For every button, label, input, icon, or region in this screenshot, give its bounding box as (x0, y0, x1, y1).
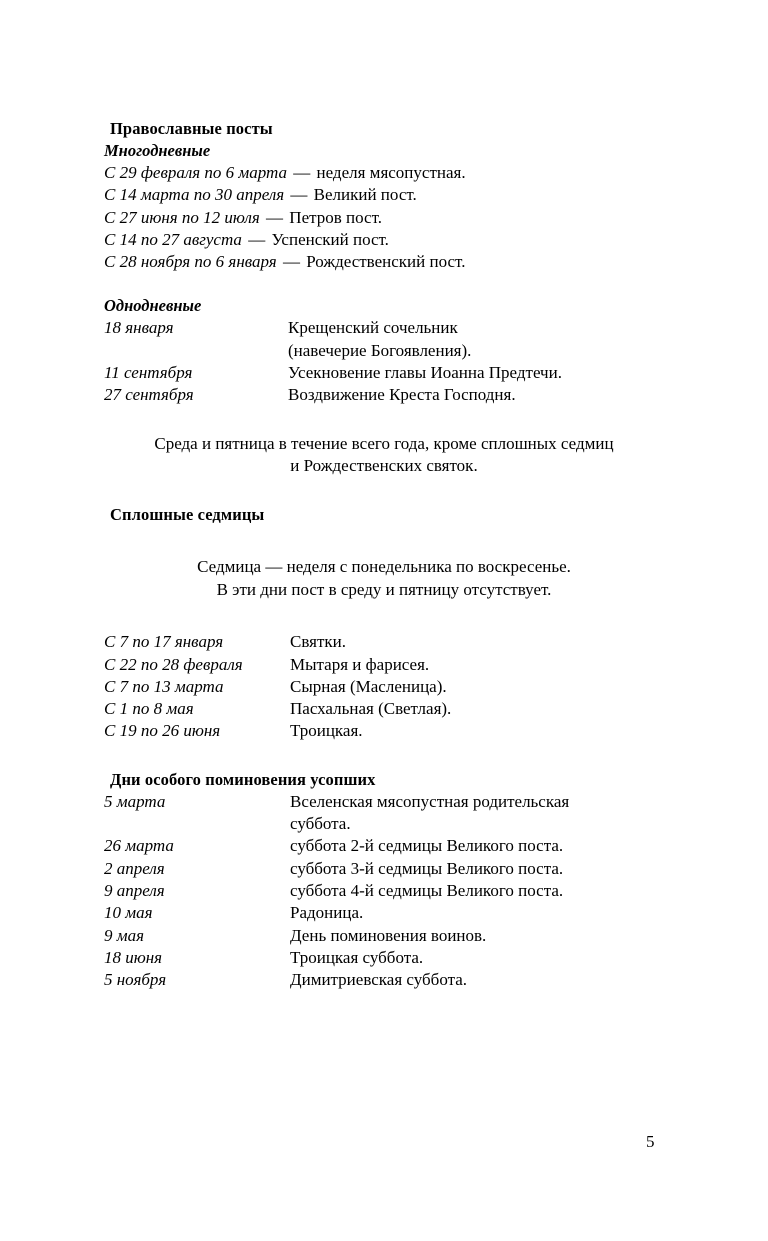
multiday-fast-row (104, 229, 664, 251)
fast-description: Воздвижение Креста Господня. (288, 385, 516, 405)
em-dash: — (293, 163, 311, 182)
fast-description-line2: (навечерие Богоявления). (288, 340, 472, 360)
fast-description: Великий пост. (313, 185, 417, 205)
fast-date: 11 сентября (104, 363, 193, 383)
fast-description: неделя мясопустная. (316, 163, 466, 182)
page-title: Православные посты (110, 119, 273, 138)
multiday-fast-row (104, 251, 664, 273)
page-number: 5 (646, 1132, 655, 1151)
commemoration-row (104, 791, 664, 836)
oneday-fast-row (104, 317, 664, 362)
commemoration-date: 10 мая (104, 903, 153, 923)
spacer (104, 407, 664, 433)
solid-week-description: Троицкая. (290, 721, 363, 741)
commemoration-row (104, 858, 664, 880)
oneday-fast-row (104, 384, 664, 406)
solid-week-row (104, 654, 664, 676)
solid-week-date: С 19 по 26 июня (104, 721, 221, 741)
commemoration-description: Троицкая суббота. (290, 947, 424, 967)
spacer (104, 526, 664, 556)
em-dash: — (248, 229, 266, 249)
section-heading-commemoration: Дни особого поминовения усопших (110, 769, 376, 789)
em-dash: — (266, 207, 284, 227)
fast-date: С 28 ноября по 6 января (104, 252, 277, 272)
fast-date: С 14 марта по 30 апреля (104, 185, 285, 205)
fast-date: 27 сентября (104, 385, 194, 405)
fast-date: С 29 февраля по 6 марта (104, 163, 288, 182)
solid-week-row (104, 676, 664, 698)
fast-description-line1: Крещенский сочельник (288, 318, 458, 338)
fast-description: Усекновение главы Иоанна Предтечи. (288, 363, 562, 383)
weekly-fast-note-line1: Среда и пятница в течение всего года, кроме сплошных седмиц (154, 433, 614, 453)
commemoration-date: 9 мая (104, 925, 145, 945)
weekly-fast-note-line2: и Рождественских святок. (290, 456, 478, 476)
fast-description: Рождественский пост. (306, 252, 466, 272)
commemoration-date: 5 марта (104, 791, 166, 811)
solid-weeks-explanation-line2: В эти дни пост в среду и пятницу отсутствует. (216, 579, 552, 599)
commemoration-date: 2 апреля (104, 858, 165, 878)
commemoration-description (290, 791, 664, 836)
spacer (104, 273, 664, 295)
fast-date: С 14 по 27 августа (104, 229, 242, 249)
fast-description: Успенский пост. (271, 229, 389, 249)
section-heading-oneday: Однодневные (104, 296, 202, 316)
commemoration-row (104, 902, 664, 924)
commemoration-row (104, 835, 664, 857)
solid-week-row (104, 698, 664, 720)
commemoration-date: 5 ноября (104, 970, 167, 990)
fast-description: Петров пост. (289, 207, 382, 227)
multiday-fast-row (104, 162, 664, 184)
multiday-fast-row (104, 207, 664, 229)
spacer (104, 743, 664, 769)
solid-weeks-explanation-line1: Седмица — неделя с понедельника по воскресенье. (197, 557, 571, 577)
commemoration-row (104, 969, 664, 991)
fast-description (288, 317, 664, 362)
commemoration-date: 9 апреля (104, 880, 165, 900)
commemoration-description: Радоница. (290, 903, 364, 923)
solid-week-description: Мытаря и фарисея. (290, 654, 430, 674)
section-heading-multiday: Многодневные (104, 141, 211, 160)
commemoration-description: День поминовения воинов. (290, 925, 487, 945)
commemoration-description: суббота 4-й седмицы Великого поста. (290, 880, 564, 900)
commemoration-description: суббота 2-й седмицы Великого поста. (290, 836, 564, 856)
em-dash: — (290, 185, 308, 205)
solid-week-date: С 7 по 13 марта (104, 676, 224, 696)
commemoration-row (104, 880, 664, 902)
spacer (104, 601, 664, 631)
commemoration-date: 26 марта (104, 836, 174, 856)
fast-date: С 27 июня по 12 июля (104, 207, 260, 227)
section-heading-solid-weeks: Сплошные седмицы (110, 505, 265, 525)
solid-week-description: Сырная (Масленица). (290, 676, 447, 696)
weekly-fast-note (104, 433, 664, 479)
solid-week-row (104, 631, 664, 653)
commemoration-description-line1: Вселенская мясопустная родительская (290, 791, 570, 811)
oneday-fast-row (104, 362, 664, 384)
solid-week-description: Пасхальная (Светлая). (290, 699, 452, 719)
spacer (104, 478, 664, 504)
commemoration-row (104, 925, 664, 947)
solid-week-description: Святки. (290, 632, 346, 652)
commemoration-description-line2: суббота. (290, 814, 351, 834)
em-dash: — (282, 252, 300, 272)
commemoration-description: Димитриевская суббота. (290, 970, 468, 990)
multiday-fast-row (104, 184, 664, 206)
fast-date: 18 января (104, 318, 174, 338)
commemoration-description: суббота 3-й седмицы Великого поста. (290, 858, 564, 878)
commemoration-date: 18 июня (104, 947, 163, 967)
solid-week-date: С 22 по 28 февраля (104, 654, 243, 674)
solid-week-date: С 7 по 17 января (104, 632, 224, 652)
commemoration-row (104, 947, 664, 969)
page-content (104, 118, 664, 991)
solid-weeks-explanation (104, 556, 664, 601)
solid-week-date: С 1 по 8 мая (104, 699, 194, 719)
solid-week-row (104, 720, 664, 742)
